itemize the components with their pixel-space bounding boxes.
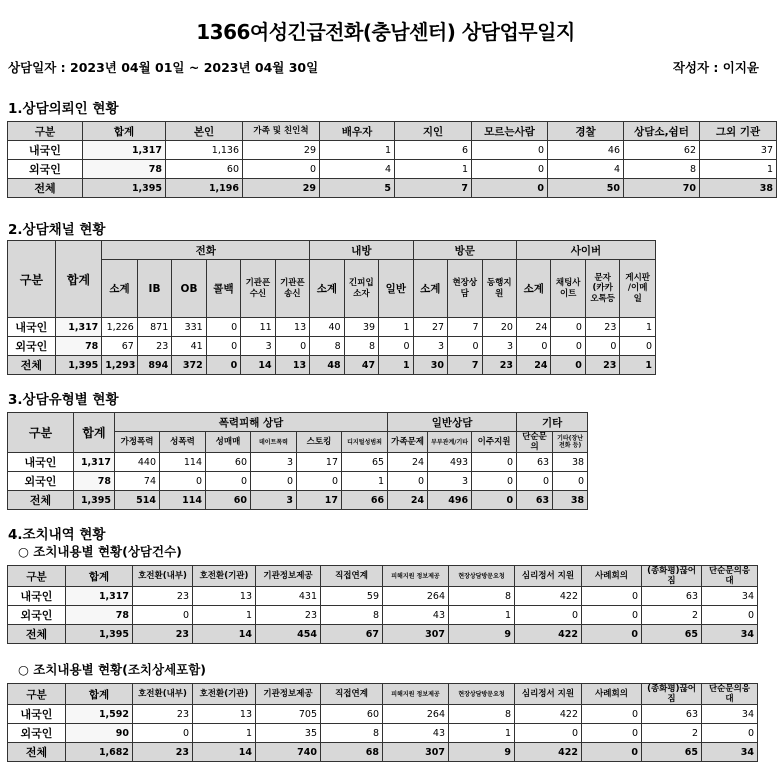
table-cell: 29 <box>243 179 320 198</box>
table-row <box>8 337 656 356</box>
table-cell: 30 <box>413 356 447 375</box>
column-header: 호전환(내부) <box>133 684 193 705</box>
row-label: 전체 <box>8 625 66 644</box>
client-table <box>7 121 777 198</box>
table-cell: 1,395 <box>66 625 133 644</box>
table-cell: 1 <box>379 318 413 337</box>
table-cell: 65 <box>342 453 388 472</box>
table-row <box>8 724 758 743</box>
table-cell: 59 <box>321 587 383 606</box>
table-cell: 35 <box>256 724 321 743</box>
table-cell: 8 <box>321 606 383 625</box>
table-cell: 9 <box>449 743 515 762</box>
table-cell: 65 <box>642 625 702 644</box>
row-label: 내국인 <box>8 705 66 724</box>
table-cell: 70 <box>624 179 700 198</box>
table-cell: 78 <box>83 160 166 179</box>
column-header: 게시판 /이메 일 <box>620 260 656 318</box>
table-cell: 0 <box>472 160 548 179</box>
table-cell: 493 <box>428 453 472 472</box>
table-row <box>8 606 758 625</box>
table-cell: 62 <box>624 141 700 160</box>
column-header: 콜백 <box>206 260 240 318</box>
table-cell: 454 <box>256 625 321 644</box>
table-cell: 514 <box>115 491 160 510</box>
table-cell: 871 <box>137 318 171 337</box>
section-4-heading: 4.조치내역 현황 <box>8 527 106 543</box>
row-label: 내국인 <box>8 453 74 472</box>
table-cell: 1 <box>449 606 515 625</box>
column-header: 합계 <box>66 684 133 705</box>
column-header: 동행지 원 <box>482 260 516 318</box>
column-header: 심리정서 지원 <box>515 684 582 705</box>
table-cell: 7 <box>448 356 482 375</box>
column-header: 기관픈 송신 <box>275 260 309 318</box>
table-cell: 1,196 <box>166 179 243 198</box>
table-cell: 740 <box>256 743 321 762</box>
table-cell: 37 <box>700 141 777 160</box>
row-label: 내국인 <box>8 141 83 160</box>
table-cell: 4 <box>548 160 624 179</box>
column-header: 데이트폭력 <box>251 432 297 453</box>
table-cell: 431 <box>256 587 321 606</box>
table-cell: 0 <box>133 724 193 743</box>
table-cell: 0 <box>448 337 482 356</box>
table-cell: 34 <box>702 587 758 606</box>
header-gubun: 구분 <box>8 413 74 453</box>
column-header: 일반 <box>379 260 413 318</box>
table-cell: 24 <box>388 491 428 510</box>
table-cell: 24 <box>516 318 550 337</box>
column-header: 이주지원 <box>472 432 517 453</box>
column-header: 직접연계 <box>321 566 383 587</box>
group-violence: 폭력피해 상담 <box>115 413 388 432</box>
table-cell: 114 <box>160 491 206 510</box>
action-detail-table <box>7 683 758 762</box>
table-row <box>8 453 588 472</box>
table-cell: 331 <box>172 318 206 337</box>
table-cell: 0 <box>515 606 582 625</box>
table-cell: 0 <box>516 337 550 356</box>
table-cell: 0 <box>582 625 642 644</box>
table-cell: 23 <box>133 705 193 724</box>
table-cell: 46 <box>548 141 624 160</box>
table-cell: 24 <box>388 453 428 472</box>
group-etc: 기타 <box>517 413 588 432</box>
table-cell: 1 <box>620 318 656 337</box>
type-table <box>7 412 588 510</box>
table-cell: 43 <box>383 724 449 743</box>
group-phone: 전화 <box>102 241 310 260</box>
table-cell: 23 <box>585 318 619 337</box>
table-cell: 2 <box>642 724 702 743</box>
column-header: 직접연계 <box>321 684 383 705</box>
table-cell: 1 <box>193 724 256 743</box>
row-label: 전체 <box>8 356 56 375</box>
table-row <box>8 705 758 724</box>
table-cell: 0 <box>582 724 642 743</box>
table-cell: 422 <box>515 625 582 644</box>
table-cell: 0 <box>472 141 548 160</box>
table-row <box>8 472 588 491</box>
table-cell: 114 <box>160 453 206 472</box>
table-cell: 13 <box>193 705 256 724</box>
table-cell: 63 <box>642 587 702 606</box>
table-cell: 1,592 <box>66 705 133 724</box>
header-gubun: 구분 <box>8 241 56 318</box>
group-visit-out: 방문 <box>413 241 516 260</box>
column-header: 호전환(내부) <box>133 566 193 587</box>
table-cell: 1,317 <box>74 453 115 472</box>
table-cell: 1 <box>379 356 413 375</box>
table-cell: 34 <box>702 705 758 724</box>
table-cell: 8 <box>344 337 378 356</box>
table-cell: 1 <box>193 606 256 625</box>
table-cell: 1,317 <box>83 141 166 160</box>
table-cell: 0 <box>251 472 297 491</box>
table-cell: 422 <box>515 587 582 606</box>
table-cell: 34 <box>702 625 758 644</box>
table-cell: 8 <box>624 160 700 179</box>
table-cell: 48 <box>310 356 344 375</box>
table-cell: 7 <box>448 318 482 337</box>
table-cell: 0 <box>379 337 413 356</box>
table-cell: 372 <box>172 356 206 375</box>
table-cell: 0 <box>133 606 193 625</box>
table-cell: 17 <box>297 453 342 472</box>
table-cell: 1,395 <box>74 491 115 510</box>
table-cell: 23 <box>133 743 193 762</box>
column-header: 현장상담방문요청 <box>449 566 515 587</box>
section-4-sub2: ○ 조치내용별 현황(조치상세포함) <box>18 662 207 677</box>
table-cell: 1 <box>395 160 472 179</box>
table-cell: 0 <box>702 724 758 743</box>
table-cell: 11 <box>241 318 275 337</box>
table-cell: 13 <box>275 318 309 337</box>
column-header: 소계 <box>102 260 137 318</box>
column-header: 배우자 <box>320 122 395 141</box>
table-cell: 1 <box>320 141 395 160</box>
table-cell: 264 <box>383 705 449 724</box>
column-header: 호전환(기관) <box>193 566 256 587</box>
section-3-heading: 3.상담유형별 현황 <box>8 392 119 408</box>
table-cell: 50 <box>548 179 624 198</box>
column-header: 현장상 담 <box>448 260 482 318</box>
table-row <box>8 356 656 375</box>
table-cell: 38 <box>553 453 588 472</box>
column-header: 소계 <box>413 260 447 318</box>
table-cell: 38 <box>553 491 588 510</box>
group-cyber: 사이버 <box>516 241 655 260</box>
column-header: 기타(장난전화 등) <box>553 432 588 453</box>
table-cell: 264 <box>383 587 449 606</box>
column-header: 구분 <box>8 122 83 141</box>
table-cell: 1,293 <box>102 356 137 375</box>
meta-row <box>8 58 759 76</box>
table-cell: 1,682 <box>66 743 133 762</box>
row-label: 내국인 <box>8 318 56 337</box>
table-row <box>8 491 588 510</box>
table-cell: 68 <box>321 743 383 762</box>
column-header: 현장상담방문요청 <box>449 684 515 705</box>
table-cell: 4 <box>320 160 395 179</box>
table-cell: 496 <box>428 491 472 510</box>
table-cell: 1 <box>342 472 388 491</box>
column-header: 기관픈 수신 <box>241 260 275 318</box>
table-cell: 1,136 <box>166 141 243 160</box>
table-cell: 3 <box>251 491 297 510</box>
table-cell: 2 <box>642 606 702 625</box>
table-cell: 14 <box>193 743 256 762</box>
row-label: 외국인 <box>8 724 66 743</box>
table-cell: 34 <box>702 743 758 762</box>
table-cell: 0 <box>620 337 656 356</box>
table-cell: 66 <box>342 491 388 510</box>
table-cell: 0 <box>472 491 517 510</box>
table-cell: 440 <box>115 453 160 472</box>
table-cell: 8 <box>321 724 383 743</box>
table-cell: 60 <box>166 160 243 179</box>
section-4-sub1: ○ 조치내용별 현황(상담건수) <box>18 544 182 559</box>
table-cell: 23 <box>137 337 171 356</box>
channel-table <box>7 240 656 375</box>
column-header: 합계 <box>83 122 166 141</box>
table-cell: 13 <box>193 587 256 606</box>
table-cell: 0 <box>472 179 548 198</box>
table-cell: 422 <box>515 705 582 724</box>
table-cell: 39 <box>344 318 378 337</box>
table-cell: 29 <box>243 141 320 160</box>
table-cell: 8 <box>449 587 515 606</box>
header-total: 합계 <box>74 413 115 453</box>
column-header: 피해지원 정보제공 <box>383 566 449 587</box>
column-header: 단순문의응대 <box>702 684 758 705</box>
table-cell: 8 <box>449 705 515 724</box>
table-cell: 41 <box>172 337 206 356</box>
table-cell: 5 <box>320 179 395 198</box>
table-cell: 0 <box>582 705 642 724</box>
table-cell: 67 <box>321 625 383 644</box>
column-header: 그외 기관 <box>700 122 777 141</box>
table-cell: 0 <box>388 472 428 491</box>
column-header: 상담소,쉼터 <box>624 122 700 141</box>
column-header: 소계 <box>310 260 344 318</box>
table-cell: 0 <box>297 472 342 491</box>
column-header: 기관정보제공 <box>256 566 321 587</box>
column-header: (종화평)끊어짐 <box>642 684 702 705</box>
table-cell: 23 <box>133 625 193 644</box>
table-row <box>8 743 758 762</box>
table-cell: 47 <box>344 356 378 375</box>
column-header: 디지털성범죄 <box>342 432 388 453</box>
column-header: 지인 <box>395 122 472 141</box>
section-2-heading: 2.상담채널 현황 <box>8 222 106 238</box>
table-cell: 0 <box>582 743 642 762</box>
column-header: 호전환(기관) <box>193 684 256 705</box>
table-cell: 0 <box>551 356 585 375</box>
table-cell: 705 <box>256 705 321 724</box>
row-label: 전체 <box>8 743 66 762</box>
column-header: 가정폭력 <box>115 432 160 453</box>
table-row <box>8 141 777 160</box>
table-cell: 1 <box>449 724 515 743</box>
table-cell: 78 <box>55 337 102 356</box>
table-cell: 0 <box>585 337 619 356</box>
column-header: 긴피입 소자 <box>344 260 378 318</box>
table-cell: 63 <box>642 705 702 724</box>
table-cell: 65 <box>642 743 702 762</box>
table-cell: 0 <box>517 472 553 491</box>
table-cell: 3 <box>251 453 297 472</box>
table-cell: 8 <box>310 337 344 356</box>
row-label: 외국인 <box>8 472 74 491</box>
column-header: 사례회의 <box>582 566 642 587</box>
table-cell: 3 <box>482 337 516 356</box>
column-header: 스토킹 <box>297 432 342 453</box>
table-row <box>8 318 656 337</box>
table-cell: 0 <box>275 337 309 356</box>
action-count-table <box>7 565 758 644</box>
table-cell: 60 <box>206 491 251 510</box>
table-cell: 307 <box>383 743 449 762</box>
column-header: IB <box>137 260 171 318</box>
table-cell: 27 <box>413 318 447 337</box>
row-label: 외국인 <box>8 606 66 625</box>
table-cell: 422 <box>515 743 582 762</box>
table-cell: 0 <box>472 472 517 491</box>
table-cell: 1 <box>620 356 656 375</box>
header-total: 합계 <box>55 241 102 318</box>
table-cell: 3 <box>428 472 472 491</box>
table-cell: 0 <box>206 318 240 337</box>
table-cell: 23 <box>585 356 619 375</box>
table-cell: 23 <box>133 587 193 606</box>
row-label: 전체 <box>8 179 83 198</box>
column-header: 성매매 <box>206 432 251 453</box>
table-cell: 6 <box>395 141 472 160</box>
table-cell: 78 <box>74 472 115 491</box>
column-header: 소계 <box>516 260 550 318</box>
column-header: 성폭력 <box>160 432 206 453</box>
table-cell: 67 <box>102 337 137 356</box>
table-cell: 23 <box>482 356 516 375</box>
column-header: 단순문의응대 <box>702 566 758 587</box>
table-cell: 1,395 <box>55 356 102 375</box>
table-cell: 0 <box>206 356 240 375</box>
column-header: 사례회의 <box>582 684 642 705</box>
table-cell: 23 <box>256 606 321 625</box>
table-cell: 38 <box>700 179 777 198</box>
table-cell: 0 <box>582 606 642 625</box>
table-cell: 1,317 <box>55 318 102 337</box>
row-label: 외국인 <box>8 337 56 356</box>
table-cell: 90 <box>66 724 133 743</box>
column-header: OB <box>172 260 206 318</box>
table-cell: 0 <box>206 472 251 491</box>
page-title: 1366여성긴급전화(충남센터) 상담업무일지 <box>196 20 575 44</box>
table-cell: 63 <box>517 453 553 472</box>
table-cell: 0 <box>515 724 582 743</box>
table-cell: 0 <box>206 337 240 356</box>
table-cell: 78 <box>66 606 133 625</box>
section-1-heading: 1.상담의뢰인 현황 <box>8 101 119 117</box>
table-row <box>8 160 777 179</box>
column-header: 단순문의 <box>517 432 553 453</box>
column-header: 모르는사람 <box>472 122 548 141</box>
table-cell: 0 <box>472 453 517 472</box>
table-row <box>8 179 777 198</box>
column-header: 기관정보제공 <box>256 684 321 705</box>
table-cell: 3 <box>413 337 447 356</box>
table-cell: 0 <box>582 587 642 606</box>
table-cell: 0 <box>551 318 585 337</box>
column-header: 채팅사 이트 <box>551 260 585 318</box>
column-header: 구분 <box>8 684 66 705</box>
column-header: 피해지원 정보제공 <box>383 684 449 705</box>
column-header: (종화평)끊어짐 <box>642 566 702 587</box>
table-row <box>8 587 758 606</box>
table-cell: 74 <box>115 472 160 491</box>
table-cell: 3 <box>241 337 275 356</box>
row-label: 전체 <box>8 491 74 510</box>
column-header: 문자 (카카 오톡등 <box>585 260 619 318</box>
group-visit-in: 내방 <box>310 241 413 260</box>
table-cell: 1,226 <box>102 318 137 337</box>
table-cell: 0 <box>553 472 588 491</box>
table-cell: 40 <box>310 318 344 337</box>
column-header: 심리정서 지원 <box>515 566 582 587</box>
table-cell: 307 <box>383 625 449 644</box>
table-cell: 0 <box>243 160 320 179</box>
table-cell: 0 <box>702 606 758 625</box>
table-cell: 60 <box>206 453 251 472</box>
column-header: 합계 <box>66 566 133 587</box>
table-cell: 63 <box>517 491 553 510</box>
column-header: 부부관계/기타 <box>428 432 472 453</box>
table-cell: 60 <box>321 705 383 724</box>
table-row <box>8 625 758 644</box>
table-cell: 894 <box>137 356 171 375</box>
row-label: 내국인 <box>8 587 66 606</box>
column-header: 본인 <box>166 122 243 141</box>
table-cell: 7 <box>395 179 472 198</box>
table-cell: 1,395 <box>83 179 166 198</box>
table-cell: 1 <box>700 160 777 179</box>
table-cell: 0 <box>551 337 585 356</box>
table-cell: 20 <box>482 318 516 337</box>
author-label: 작성자 : 이지윤 <box>672 60 759 75</box>
table-cell: 24 <box>516 356 550 375</box>
column-header: 구분 <box>8 566 66 587</box>
group-general: 일반상담 <box>388 413 517 432</box>
table-cell: 0 <box>160 472 206 491</box>
period-label: 상담일자 : 2023년 04월 01일 ~ 2023년 04월 30일 <box>8 60 319 75</box>
table-cell: 1,317 <box>66 587 133 606</box>
table-cell: 13 <box>275 356 309 375</box>
column-header: 가족문제 <box>388 432 428 453</box>
column-header: 가족 및 친인척 <box>243 122 320 141</box>
table-cell: 14 <box>241 356 275 375</box>
table-cell: 9 <box>449 625 515 644</box>
table-cell: 14 <box>193 625 256 644</box>
row-label: 외국인 <box>8 160 83 179</box>
table-cell: 43 <box>383 606 449 625</box>
column-header: 경찰 <box>548 122 624 141</box>
table-cell: 17 <box>297 491 342 510</box>
